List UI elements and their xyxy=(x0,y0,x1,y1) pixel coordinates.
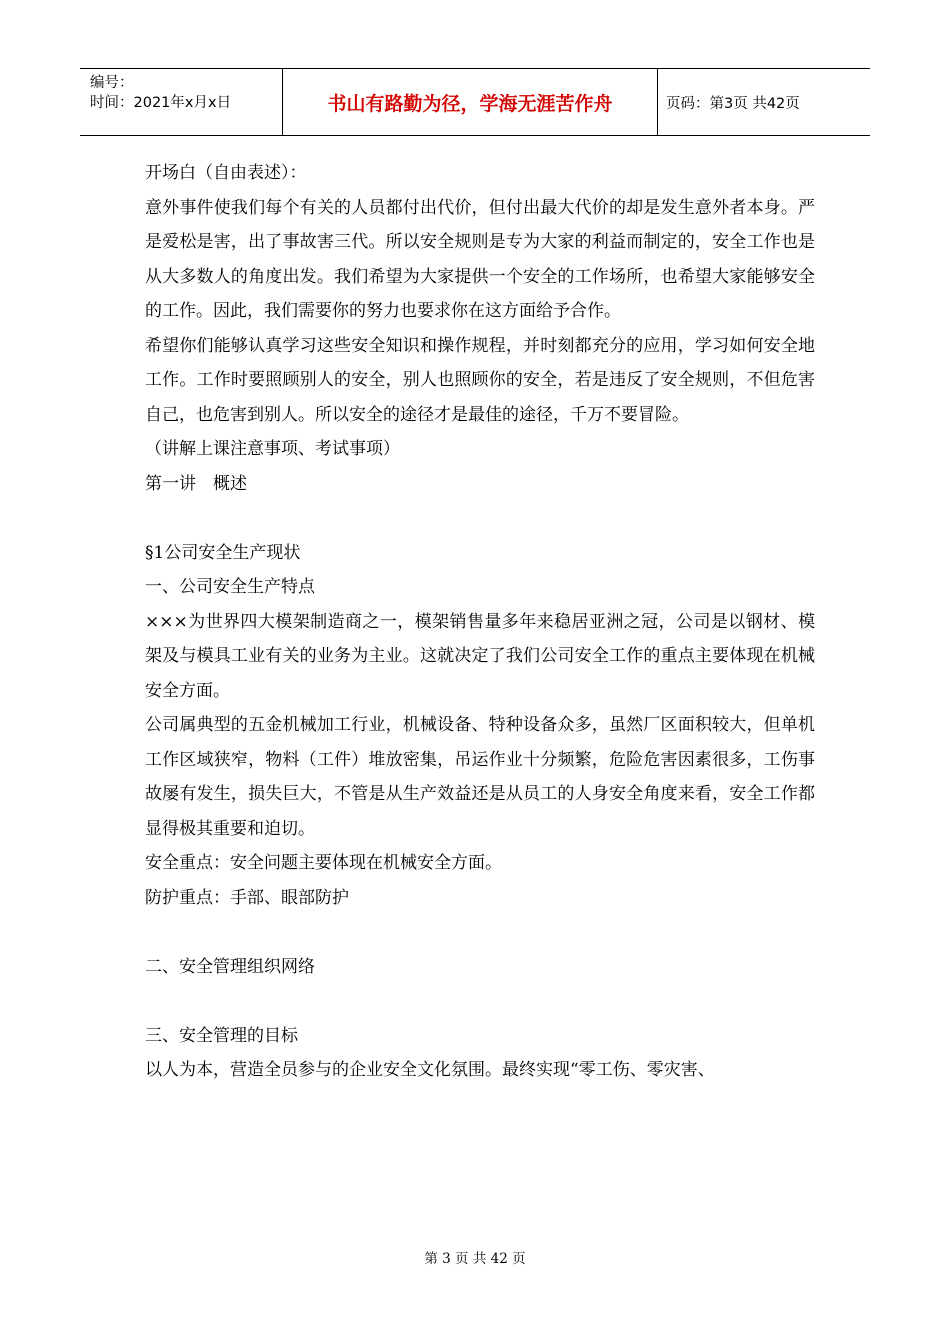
paragraph: 以人为本，营造全员参与的企业安全文化氛围。最终实现“零工伤、零灾害、 xyxy=(145,1060,715,1080)
paragraph: 二、安全管理组织网络 xyxy=(145,956,315,977)
header-meta xyxy=(80,69,282,135)
document-number-label: 编号： xyxy=(90,75,134,91)
header-page-info: 页码：第3页 共42页 xyxy=(666,95,800,112)
paragraph: 第一讲 概述 xyxy=(145,473,247,494)
page-footer: 第 3 页 共 42 页 xyxy=(424,1251,526,1267)
paragraph: 三、安全管理的目标 xyxy=(145,1025,298,1046)
paragraph: 防护重点：手部、眼部防护 xyxy=(145,887,349,908)
document-body xyxy=(145,156,815,1088)
header-motto: 书山有路勤为径，学海无涯苦作舟 xyxy=(282,69,658,135)
paragraph: 一、公司安全生产特点 xyxy=(145,577,315,597)
paragraph: §1公司安全生产现状 xyxy=(145,542,301,563)
paragraph: ×××为世界四大模架制造商之一，模架销售量多年来稳居亚洲之冠，公司是以钢材、模架及与模具工业有关的业务为主业。这就决定了我们公司安全工作的重点主要体现在机械安全方面。 xyxy=(145,611,815,701)
blank-line xyxy=(145,501,815,536)
page-header xyxy=(80,68,870,136)
paragraph: 开场白（自由表述）： xyxy=(145,163,307,183)
paragraph: 公司属典型的五金机械加工行业，机械设备、特种设备众多，虽然厂区面积较大，但单机工作区域狭窄，物料（工件）堆放密集，吊运作业十分频繁，危险危害因素很多，工伤事故屡有发生，损失巨大，不管是从生产效益还是从员工的人身安全角度来看，安全工作都显得极其重要和迫切。 xyxy=(145,715,815,839)
blank-line xyxy=(145,984,815,1019)
paragraph: 意外事件使我们每个有关的人员都付出代价，但付出最大代价的却是发生意外者本身。严是爱松是害，出了事故害三代。所以安全规则是专为大家的利益而制定的，安全工作也是从大多数人的角度出发。我们希望为大家提供一个安全的工作场所，也希望大家能够安全的工作。因此，我们需要你的努力也要求你在这方面给予合作。 xyxy=(145,197,815,321)
paragraph: （讲解上课注意事项、考试事项） xyxy=(145,439,400,459)
paragraph: 希望你们能够认真学习这些安全知识和操作规程，并时刻都充分的应用，学习如何安全地工作。工作时要照顾别人的安全，别人也照顾你的安全，若是违反了安全规则，不但危害自己，也危害到别人。所以安全的途径才是最佳的途径，千万不要冒险。 xyxy=(145,335,815,425)
document-time-label: 时间：2021年x月x日 xyxy=(90,95,232,111)
paragraph: 安全重点：安全问题主要体现在机械安全方面。 xyxy=(145,853,502,873)
blank-line xyxy=(145,915,815,950)
